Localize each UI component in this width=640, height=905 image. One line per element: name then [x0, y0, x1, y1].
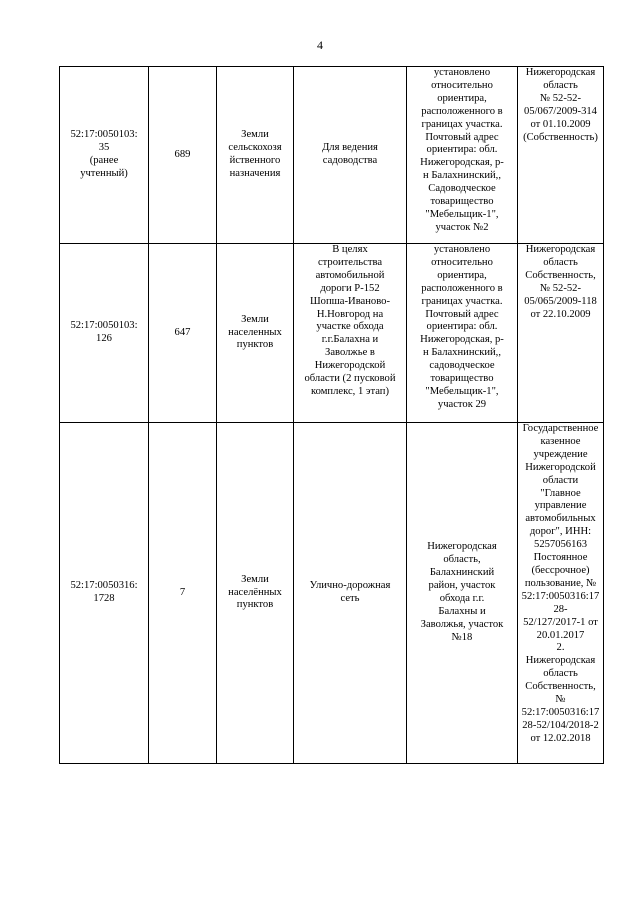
- table-row: [60, 244, 604, 423]
- text-line: участок 29: [437, 398, 487, 410]
- cell-permitted-use: [294, 423, 407, 764]
- cell-cadastral-number: [60, 244, 149, 423]
- text-line: Почтовый адрес: [425, 308, 499, 320]
- text-line: границах участка.: [421, 295, 503, 307]
- text-line: №: [555, 694, 566, 706]
- text-line: Земли: [241, 129, 269, 141]
- text-line: ориентира,: [437, 92, 487, 104]
- text-line: № 52-52-: [540, 282, 581, 294]
- text-line: 2.: [556, 642, 565, 654]
- text-line: н Балахнинский,,: [423, 347, 501, 359]
- text-line: область,: [443, 554, 481, 566]
- text-line: Балахны и: [438, 605, 486, 617]
- text-line: В целях: [332, 244, 368, 255]
- text-line: сельскохозя: [228, 142, 282, 154]
- text-line: 20.01.2017: [536, 629, 585, 641]
- text-line: район, участок: [428, 580, 496, 592]
- text-line: установлено: [433, 244, 491, 255]
- cell-rights: [518, 244, 604, 423]
- text-line: Земли: [241, 313, 269, 325]
- text-line: садоводческое: [429, 360, 495, 372]
- cell-rights: [518, 423, 604, 764]
- text-line: от 22.10.2009: [530, 308, 591, 320]
- text-line: учтенный): [80, 167, 128, 179]
- text-line: сеть: [340, 593, 360, 604]
- text-line: области (2 пусковой: [304, 373, 396, 385]
- cell-area: 7: [149, 423, 217, 764]
- text-line: Собственность,: [525, 681, 596, 693]
- text-line: автомобильной: [315, 269, 385, 281]
- text-line: 5257056163: [534, 539, 587, 551]
- text-line: участке обхода: [316, 321, 384, 333]
- text-line: Садоводческое: [428, 183, 496, 195]
- table-row: [60, 423, 604, 764]
- text-line: дорог", ИНН:: [529, 526, 592, 538]
- text-line: товарищество: [430, 196, 494, 208]
- text-line: Нижегородской: [314, 360, 386, 372]
- cell-permitted-use: [294, 244, 407, 423]
- text-line: 05/065/2009-118: [524, 295, 597, 307]
- cell-cadastral-number: [60, 423, 149, 764]
- text-line: Улично-дорожная: [309, 580, 391, 592]
- text-line: н Балахнинский,,: [423, 170, 501, 182]
- text-line: области: [542, 474, 579, 486]
- text-line: относительно: [431, 256, 493, 268]
- cell-land-category: [217, 423, 294, 764]
- text-line: Заволжье в: [325, 347, 375, 359]
- text-line: Нижегородской: [525, 461, 596, 473]
- cell-address: [407, 244, 518, 423]
- cell-area: 647: [149, 244, 217, 423]
- text-line: обхода г.г.: [439, 593, 485, 604]
- text-line: пунктов: [236, 339, 274, 351]
- text-line: дороги Р-152: [320, 282, 380, 294]
- cell-land-category: [217, 244, 294, 423]
- text-line: Балахнинский: [429, 567, 495, 579]
- text-line: пунктов: [236, 599, 274, 611]
- text-line: "Мебельщик-1",: [425, 208, 499, 220]
- text-line: 52:17:0050316:17: [521, 706, 600, 718]
- text-line: участок №2: [435, 221, 489, 233]
- text-line: расположенного в: [421, 105, 503, 117]
- text-line: от 01.10.2009: [530, 118, 591, 130]
- text-line: "Мебельщик-1",: [425, 385, 499, 397]
- text-line: относительно: [431, 79, 493, 91]
- cell-land-category: [217, 67, 294, 244]
- text-line: учреждение: [533, 448, 588, 460]
- text-line: садоводства: [322, 155, 378, 166]
- text-line: казенное: [540, 435, 581, 447]
- text-line: управление: [534, 500, 587, 512]
- text-line: пользование, №: [524, 577, 597, 589]
- text-line: Государственное: [522, 423, 599, 434]
- text-line: строительства: [317, 256, 383, 268]
- text-line: №18: [451, 631, 473, 643]
- text-line: Нижегородская: [525, 655, 596, 667]
- cell-area: 689: [149, 67, 217, 244]
- text-line: Земли: [241, 573, 269, 585]
- text-line: Нижегородская: [427, 541, 497, 553]
- text-line: 52:17:0050316:: [70, 580, 138, 592]
- text-line: населенных: [228, 326, 282, 338]
- text-line: Нижегородская, р-: [420, 157, 504, 169]
- text-line: (Собственность): [523, 131, 598, 143]
- text-line: Заволжья, участок: [420, 618, 504, 630]
- text-line: (ранее: [89, 155, 119, 166]
- text-line: 35: [98, 142, 110, 154]
- text-line: 52:17:0050316:17: [521, 590, 600, 602]
- text-line: 52:17:0050103:: [70, 129, 138, 141]
- text-line: ориентира,: [437, 269, 487, 281]
- cell-cadastral-number: [60, 67, 149, 244]
- text-line: область: [543, 79, 578, 91]
- page-number: 4: [317, 38, 323, 52]
- text-line: "Главное: [540, 487, 581, 499]
- text-line: ориентира: обл.: [426, 144, 498, 156]
- text-line: Постоянное: [533, 552, 588, 564]
- text-line: от 12.02.2018: [530, 732, 591, 744]
- text-line: населённых: [228, 586, 282, 598]
- text-line: 28-: [553, 603, 568, 615]
- text-line: 52:17:0050103:: [70, 320, 138, 332]
- text-line: ориентира: обл.: [426, 321, 498, 333]
- text-line: 126: [96, 333, 112, 344]
- text-line: Нижегородская, р-: [420, 334, 504, 346]
- text-line: 52/127/2017-1 от: [523, 616, 598, 628]
- text-line: Н.Новгород на: [316, 308, 384, 320]
- text-line: 05/067/2009-314: [524, 105, 597, 117]
- text-line: комплекс, 1 этап): [311, 385, 389, 397]
- text-line: область: [543, 668, 578, 680]
- text-line: 28-52/104/2018-2: [522, 719, 599, 731]
- text-line: границах участка.: [421, 118, 503, 130]
- cell-address: [407, 423, 518, 764]
- text-line: Нижегородская: [525, 244, 596, 255]
- text-line: установлено: [433, 67, 491, 78]
- table-body: [60, 67, 604, 764]
- text-line: расположенного в: [421, 282, 503, 294]
- text-line: № 52-52-: [540, 92, 581, 104]
- text-line: Собственность,: [525, 269, 596, 281]
- text-line: назначения: [229, 167, 281, 179]
- cell-address: [407, 67, 518, 244]
- table-row: [60, 67, 604, 244]
- text-line: г.г.Балахна и: [321, 334, 379, 346]
- text-line: 1728: [93, 593, 115, 604]
- land-register-table: [59, 66, 604, 764]
- text-line: область: [543, 256, 578, 268]
- cell-permitted-use: [294, 67, 407, 244]
- cell-rights: [518, 67, 604, 244]
- text-line: Для ведения: [322, 142, 378, 154]
- text-line: Почтовый адрес: [425, 131, 499, 143]
- text-line: Шопша-Иваново-: [310, 295, 390, 307]
- text-line: автомобильных: [525, 513, 596, 525]
- text-line: йственного: [229, 155, 281, 166]
- text-line: Нижегородская: [525, 67, 596, 78]
- text-line: товарищество: [430, 373, 494, 385]
- text-line: (бессрочное): [531, 564, 590, 576]
